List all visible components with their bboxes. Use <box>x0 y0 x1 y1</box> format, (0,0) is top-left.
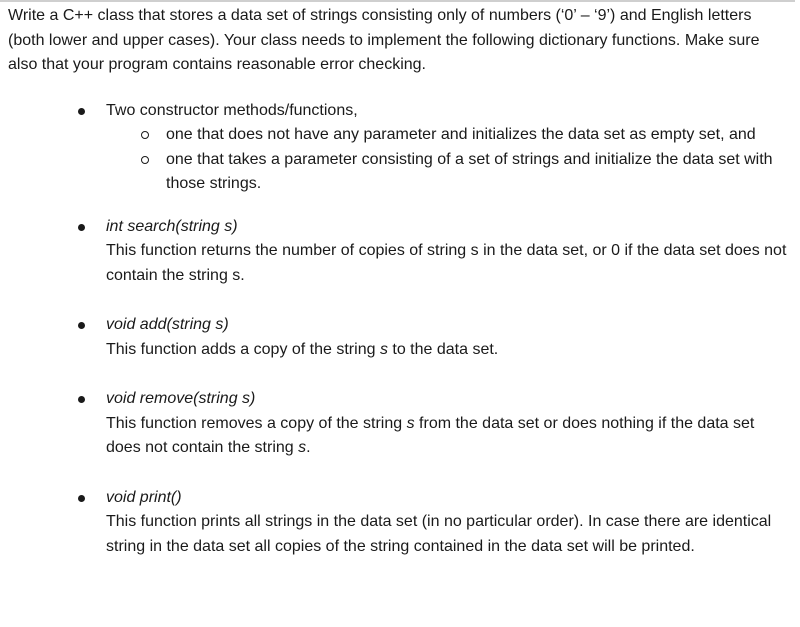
function-description <box>106 412 792 461</box>
description-text: This function removes a copy of the string <box>106 414 407 432</box>
description-variable: s <box>379 340 388 358</box>
description-variable: s <box>406 414 415 432</box>
function-signature: void add(string s) <box>106 316 229 333</box>
bullet-icon <box>78 108 85 115</box>
description-variable: s <box>298 439 307 456</box>
function-item-search <box>8 215 792 289</box>
description-text: to the data set. <box>387 340 499 358</box>
function-signature: void remove(string s) <box>106 390 256 407</box>
document-body <box>8 4 792 559</box>
function-item-add <box>8 313 792 362</box>
constructors-title: Two constructor methods/functions, <box>106 101 358 119</box>
constructor-text: one that takes a parameter consisting of a set of strings and initialize the data set with those strings. <box>166 150 773 192</box>
description-text: from the data set or does nothing if the data set does not contain the string <box>106 414 755 456</box>
function-signature: void print() <box>106 488 182 506</box>
bullet-icon <box>78 396 85 403</box>
requirements-list <box>8 99 792 560</box>
function-item-remove <box>8 387 792 461</box>
function-description <box>106 338 792 363</box>
sub-bullet-icon <box>141 131 149 139</box>
constructor-text: one that does not have any parameter and initializes the data set as empty set, and <box>166 126 756 143</box>
sub-bullet-icon <box>141 156 149 164</box>
description-text: . <box>306 439 311 456</box>
description-text: This function adds a copy of the string <box>106 340 380 358</box>
constructor-item <box>106 148 792 197</box>
constructor-item <box>106 123 792 148</box>
top-rule <box>0 0 795 2</box>
function-signature: int search(string s) <box>106 217 238 235</box>
function-item-print <box>8 486 792 560</box>
function-description: This function returns the number of copies of string s in the data set, or 0 if the data set does not contain the string s. <box>106 242 787 284</box>
bullet-icon <box>78 322 85 329</box>
bullet-icon <box>78 224 85 231</box>
bullet-icon <box>78 495 85 502</box>
function-description: This function prints all strings in the data set (in no particular order). In case there are identical string in the data set all copies of the string contained in the data set will be printed. <box>106 513 772 555</box>
constructors-item <box>8 99 792 197</box>
constructors-sublist <box>106 123 792 197</box>
intro-paragraph: Write a C++ class that stores a data set of strings consisting only of numbers (‘0’ – ‘9’) and English letters (both lower and upper cases). Your class needs to implement the following dictionary functions. Make sure also that your program contains reasonable error checking. <box>8 7 760 73</box>
